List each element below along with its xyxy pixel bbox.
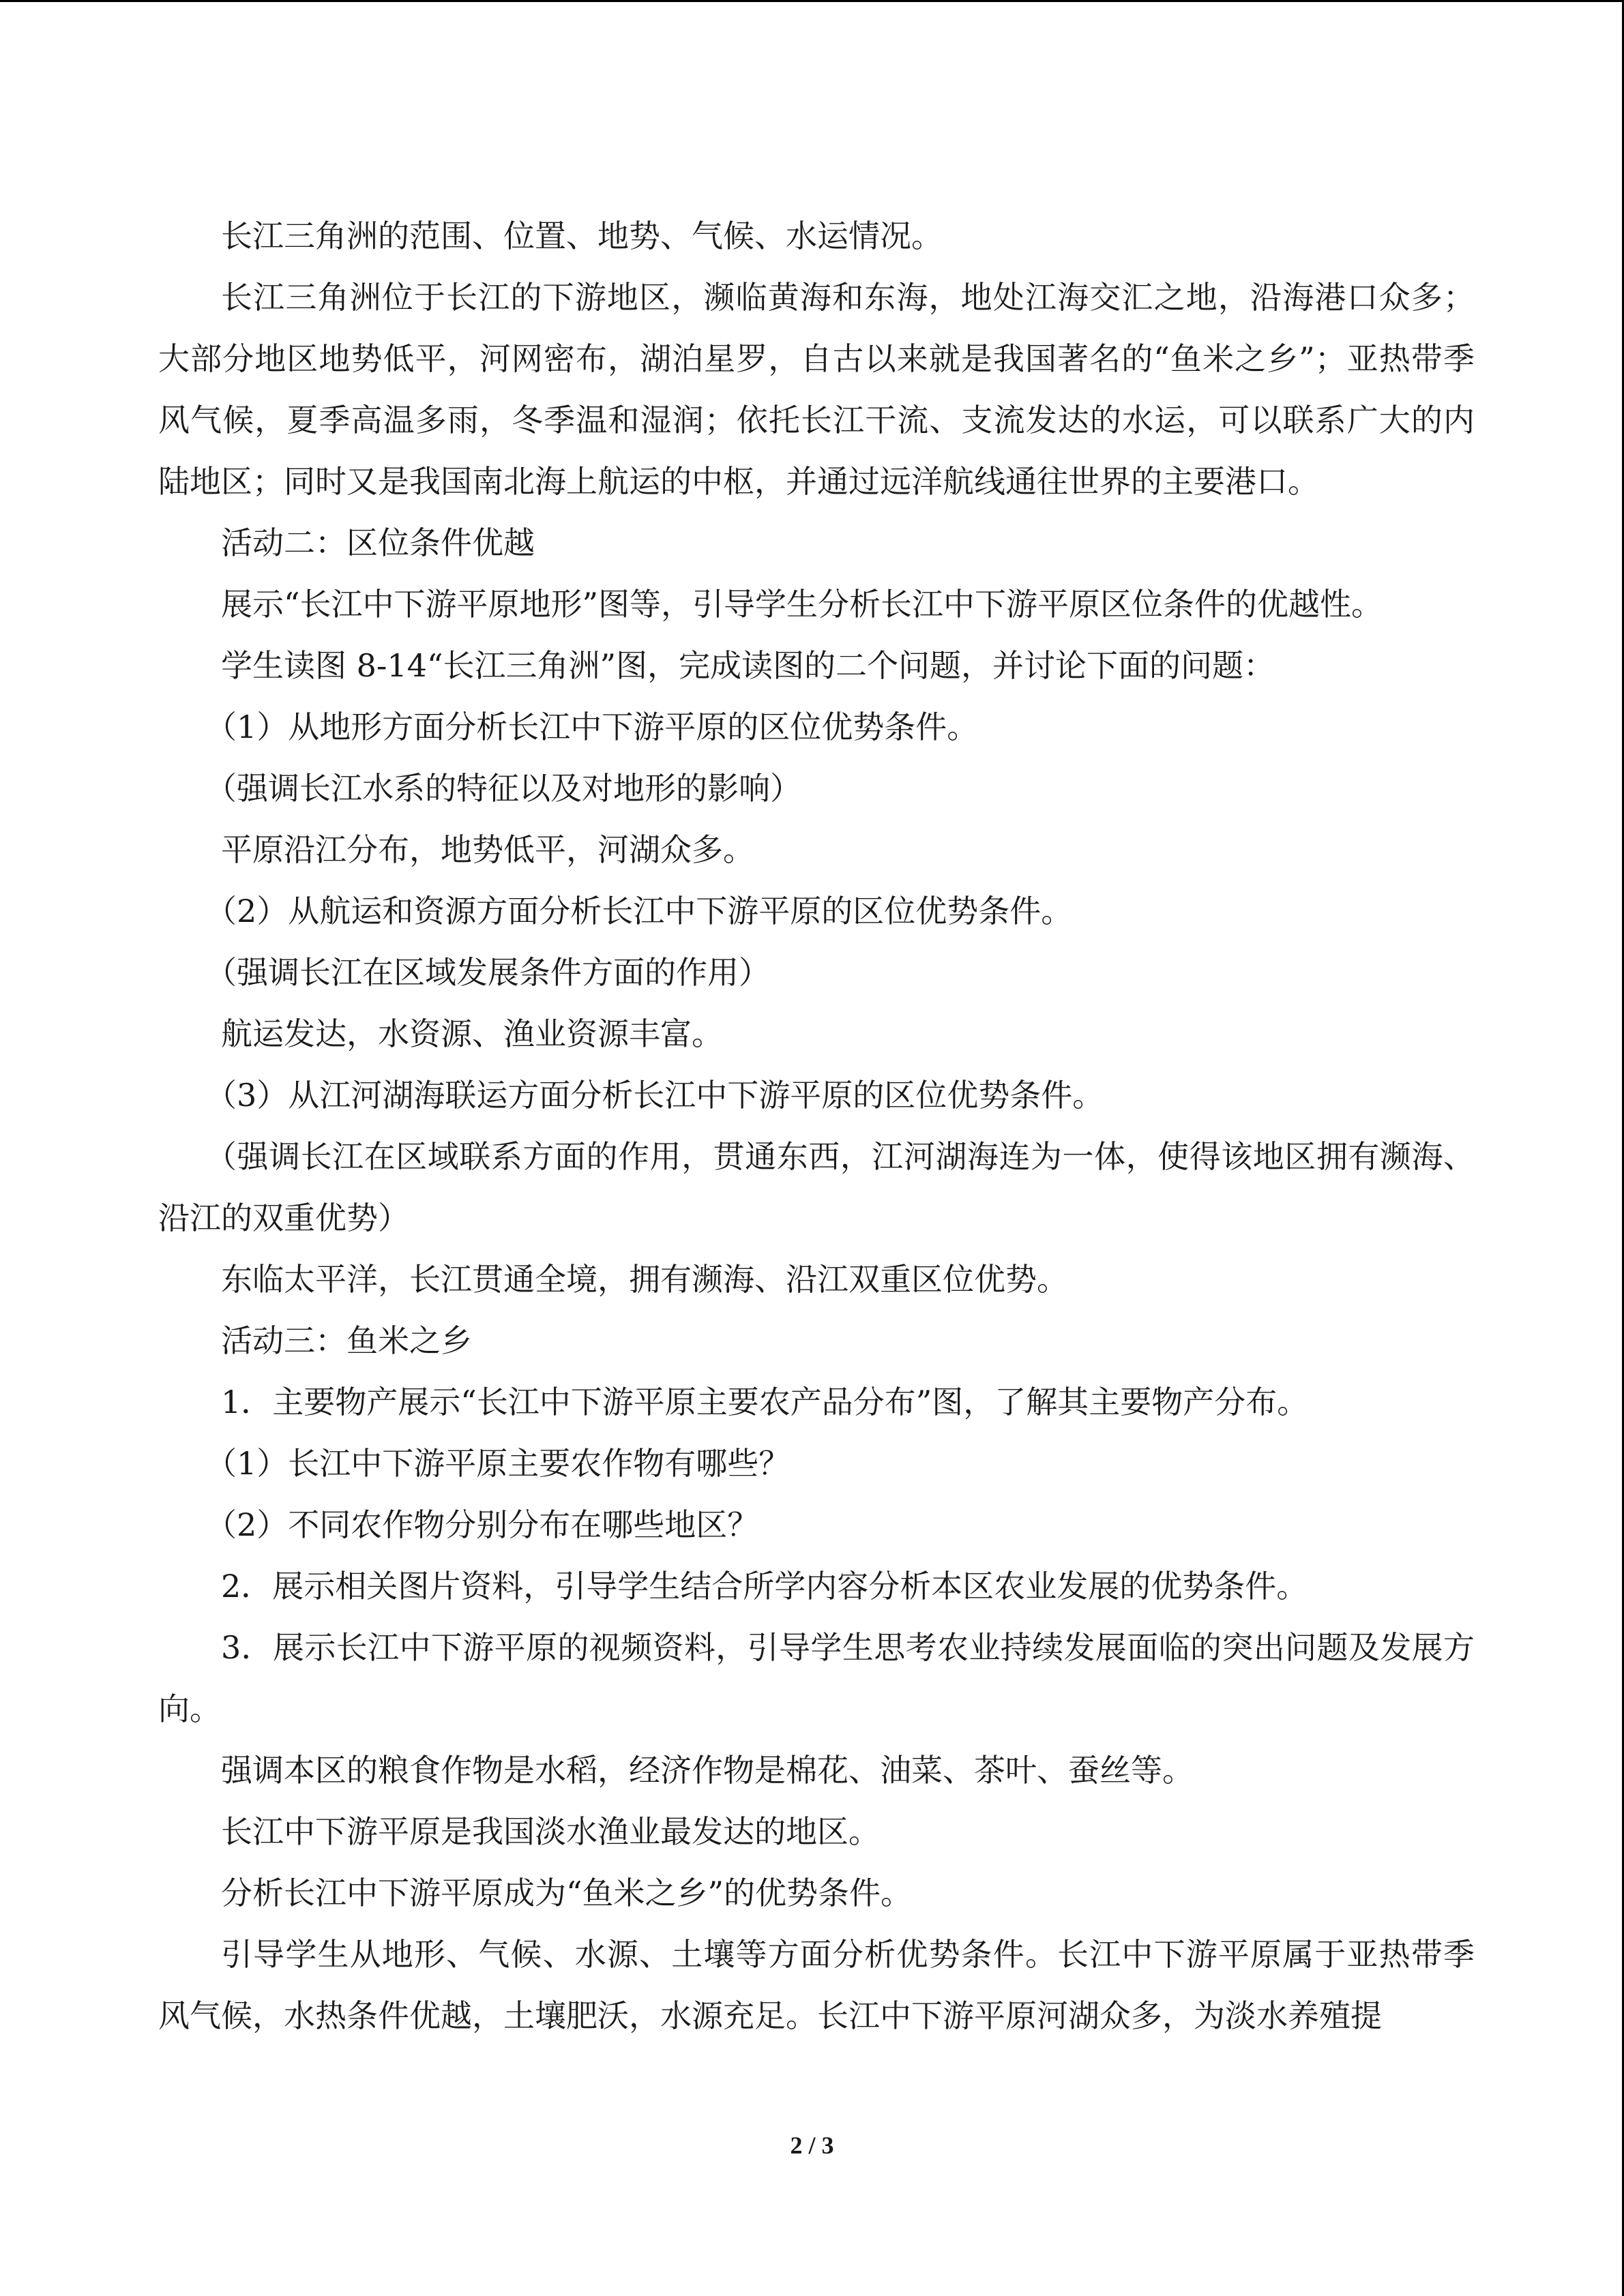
paragraph: 学生读图 8-14“长江三角洲”图，完成读图的二个问题，并讨论下面的问题： <box>221 647 1275 684</box>
note-text: （强调长江水系的特征以及对地形的影响） <box>205 770 801 807</box>
numbered-item: 2．展示相关图片资料，引导学生结合所学内容分析本区农业发展的优势条件。 <box>221 1568 1308 1605</box>
question-item: （1）长江中下游平原主要农作物有哪些？ <box>205 1445 791 1482</box>
paragraph: 展示“长江中下游平原地形”图等，引导学生分析长江中下游平原区位条件的优越性。 <box>221 586 1383 623</box>
note-text: （强调长江在区域发展条件方面的作用） <box>205 954 770 991</box>
paragraph: 长江中下游平原是我国淡水渔业最发达的地区。 <box>221 1813 880 1850</box>
question-item: （1）从地形方面分析长江中下游平原的区位优势条件。 <box>205 709 979 745</box>
section-heading: 活动三：鱼米之乡 <box>221 1322 472 1359</box>
paragraph: 长江三角洲的范围、位置、地势、气候、水运情况。 <box>221 218 943 254</box>
answer-text: 东临太平洋，长江贯通全境，拥有濒海、沿江双重区位优势。 <box>221 1261 1068 1298</box>
paragraph: 长江三角洲位于长江的下游地区，濒临黄海和东海，地处江海交汇之地，沿海港口众多；大部分地区地势低平，河网密布，湖泊星罗，自古以来就是我国著名的“鱼米之乡”；亚热带季风气候，夏季高温多雨，冬季温和湿润；依托长江干流、支流发达的水运，可以联系广大的内陆地区；同时又是我国南北海上航运的中枢，并通过远洋航线通往世界的主要港口。 <box>158 279 1475 500</box>
paragraph: 分析长江中下游平原成为“鱼米之乡”的优势条件。 <box>221 1875 913 1911</box>
question-item: （2）不同农作物分别分布在哪些地区？ <box>205 1506 759 1543</box>
answer-text: 平原沿江分布，地势低平，河湖众多。 <box>221 831 754 868</box>
page-number: 2 / 3 <box>790 2132 834 2159</box>
answer-text: 航运发达，水资源、渔业资源丰富。 <box>221 1015 723 1052</box>
paragraph: 引导学生从地形、气候、水源、土壤等方面分析优势条件。长江中下游平原属于亚热带季风气候，水热条件优越，土壤肥沃，水源充足。长江中下游平原河湖众多，为淡水养殖提 <box>158 1936 1475 2034</box>
note-text: （强调长江在区域联系方面的作用，贯通东西，江河湖海连为一体，使得该地区拥有濒海、沿江的双重优势） <box>158 1138 1475 1236</box>
question-item: （3）从江河湖海联运方面分析长江中下游平原的区位优势条件。 <box>205 1077 1104 1114</box>
numbered-item: 1．主要物产展示“长江中下游平原主要农产品分布”图，了解其主要物产分布。 <box>221 1384 1309 1420</box>
numbered-item: 3．展示长江中下游平原的视频资料，引导学生思考农业持续发展面临的突出问题及发展方向。 <box>158 1629 1475 1727</box>
paragraph: 强调本区的粮食作物是水稻，经济作物是棉花、油菜、茶叶、蚕丝等。 <box>221 1752 1194 1789</box>
question-item: （2）从航运和资源方面分析长江中下游平原的区位优势条件。 <box>205 893 1073 929</box>
page-body <box>158 205 1475 2046</box>
section-heading: 活动二：区位条件优越 <box>221 524 535 561</box>
